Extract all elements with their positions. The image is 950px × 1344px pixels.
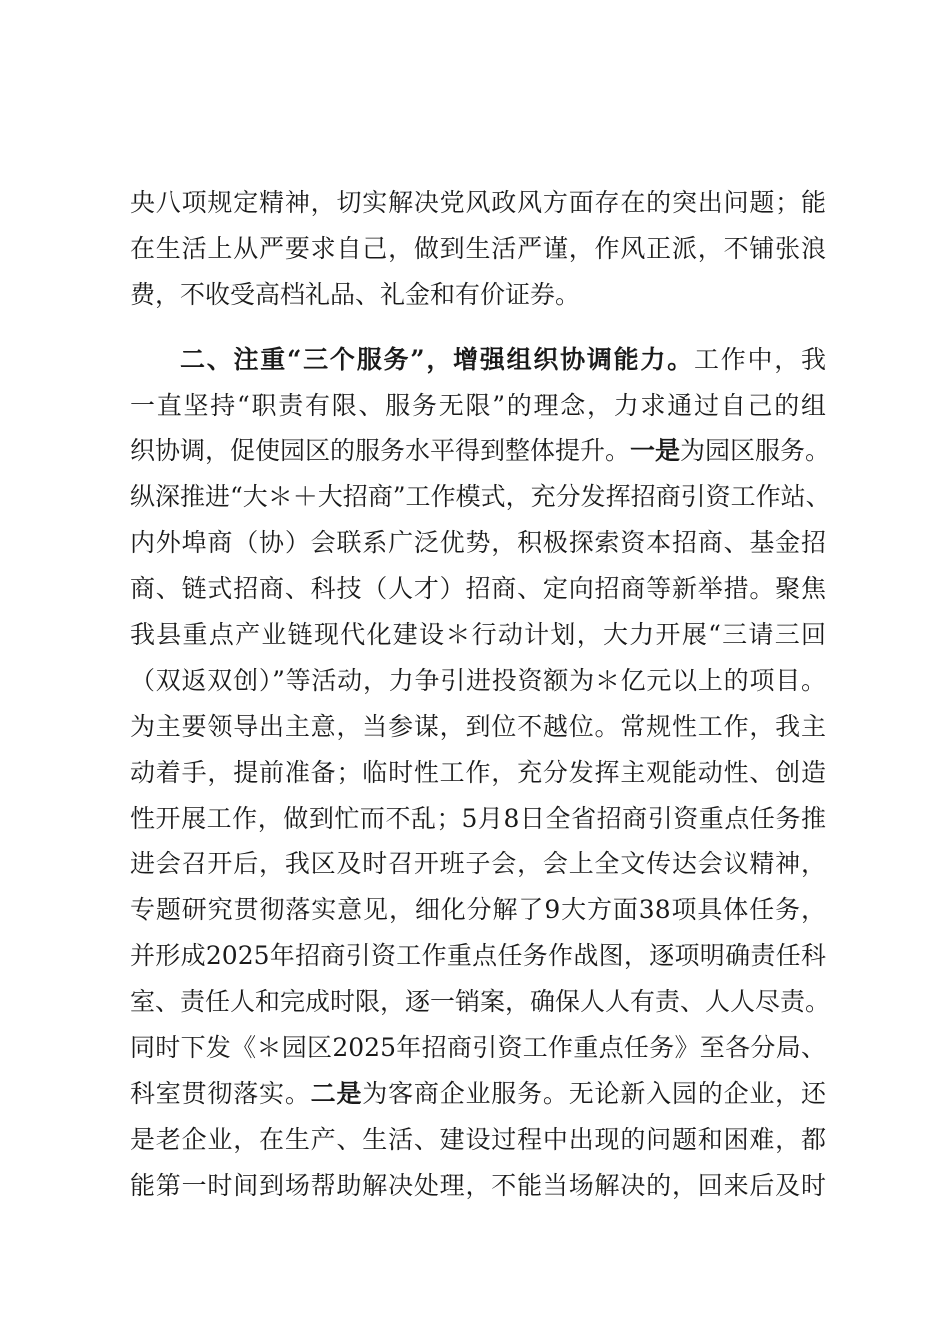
text-line: 是老企业，在生产、生活、建设过程中出现的问题和困难，都 — [130, 1124, 826, 1154]
paragraph-2 — [130, 337, 831, 1209]
text-line: 同时下发《＊园区2025年招商引资工作重点任务》至各分局、 — [130, 1033, 826, 1063]
text-line: 能第一时间到场帮助解决处理，不能当场解决的，回来后及时 — [130, 1170, 826, 1200]
text-span: 为园区服务。 — [680, 436, 831, 466]
text-line: 商、链式招商、科技（人才）招商、定向招商等新举措。聚焦 — [130, 574, 826, 604]
text-span: 工作中，我 — [693, 344, 826, 374]
text-line — [130, 428, 831, 474]
section-heading: 二、注重“三个服务”，增强组织协调能力。 — [180, 344, 694, 374]
paragraph-gap — [130, 318, 826, 337]
text-line: 专题研究贯彻落实意见，细化分解了9大方面38项具体任务， — [130, 895, 826, 925]
document-body — [130, 180, 831, 1209]
text-line: 进会召开后，我区及时召开班子会，会上全文传达会议精神， — [130, 849, 826, 879]
point-marker-2: 二是 — [310, 1078, 363, 1108]
text-line: 室、责任人和完成时限，逐一销案，确保人人有责、人人尽责。 — [130, 987, 831, 1017]
text-line — [130, 1071, 826, 1117]
text-line: （双返双创）”等活动，力争引进投资额为＊亿元以上的项目。 — [130, 665, 826, 695]
text-line: 纵深推进“大＊＋大招商”工作模式，充分发挥招商引资工作站、 — [130, 482, 831, 512]
text-line: 我县重点产业链现代化建设＊行动计划，大力开展“三请三回 — [130, 620, 826, 650]
text-line: 内外埠商（协）会联系广泛优势，积极探索资本招商、基金招 — [130, 528, 826, 558]
text-line: 为主要领导出主意，当参谋，到位不越位。常规性工作，我主 — [130, 711, 826, 741]
text-span: 科室贯彻落实。 — [130, 1078, 311, 1108]
text-line: 动着手，提前准备；临时性工作，充分发挥主观能动性、创造 — [130, 757, 826, 787]
text-line: 央八项规定精神，切实解决党风政风方面存在的突出问题；能 — [130, 188, 826, 217]
text-line: 费，不收受高档礼品、礼金和有价证券。 — [130, 279, 581, 309]
paragraph-1 — [130, 180, 826, 318]
text-line: 并形成2025年招商引资工作重点任务作战图，逐项明确责任科 — [130, 941, 826, 971]
text-span: 织协调，促使园区的服务水平得到整体提升。 — [130, 436, 631, 466]
text-line: 一直坚持“职责有限、服务无限”的理念，力求通过自己的组 — [130, 390, 826, 420]
text-line: 在生活上从严要求自己，做到生活严谨，作风正派，不铺张浪 — [130, 233, 826, 263]
text-line: 性开展工作，做到忙而不乱；5月8日全省招商引资重点任务推 — [130, 803, 826, 833]
text-span: 为客商企业服务。无论新入园的企业，还 — [362, 1078, 826, 1108]
point-marker-1: 一是 — [630, 436, 681, 466]
text-line — [130, 337, 826, 383]
